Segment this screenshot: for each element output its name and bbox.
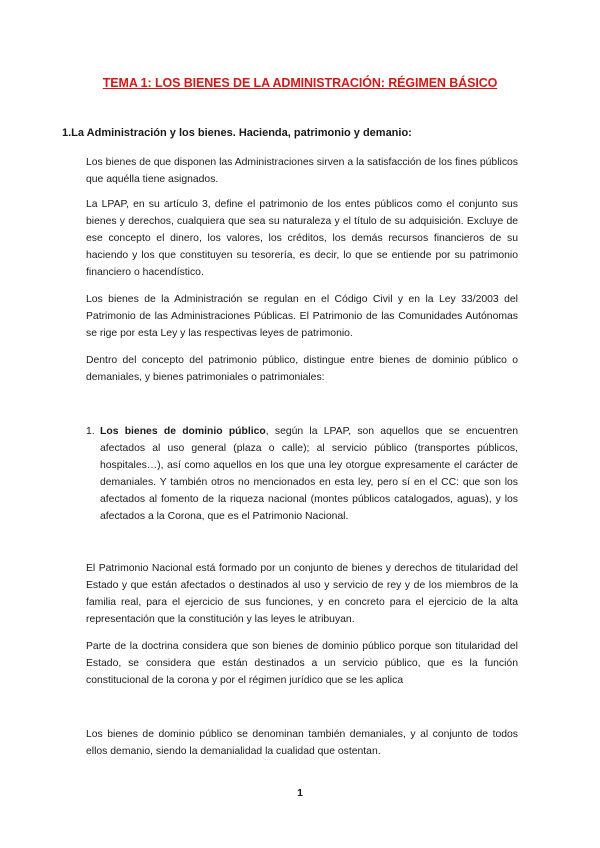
list-item-text: , según la LPAP, son aquellos que se encuentren afectados al uso general (plaza o calle); al servicio público (transportes públicos, hospitales…), así como aquellos en los que una ley otorgue expresamente el carácter de demaniales. Y también otros no mencionados en esta ley, pero sí en el CC: que son los afectados al fomento de la riqueza nacional (montes públicos catalogados, aguas), y los afectados a la Corona, que es el Patrimonio Nacional. <box>100 426 518 522</box>
paragraph-3: Los bienes de la Administración se regulan en el Código Civil y en la Ley 33/2003 del Patrimonio de las Administraciones Públicas. El Patrimonio de las Comunidades Autónomas se rige por esta Ley y las respectivas leyes de patrimonio. <box>86 294 518 339</box>
section-heading: 1.La Administración y los bienes. Hacienda, patrimonio y demanio: <box>62 127 412 139</box>
paragraph-5: El Patrimonio Nacional está formado por un conjunto de bienes y derechos de titularidad del Estado y que están afectados o destinados al uso y servicio de rey y de los miembros de la familia real, para el ejercicio de sus funciones, y en concreto para el ejercicio de la alta representación que la constitución y las leyes le atribuyan. <box>86 563 518 625</box>
list-item-number: 1. <box>86 426 95 437</box>
paragraph-1: Los bienes de que disponen las Administraciones sirven a la satisfacción de los fines públicos que aquélla tiene asignados. <box>86 157 518 185</box>
paragraph-4: Dentro del concepto del patrimonio público, distingue entre bienes de dominio público o demaniales, y bienes patrimoniales o patrimoniales: <box>86 355 518 383</box>
paragraph-7: Los bienes de dominio público se denominan también demaniales, y al conjunto de todos ellos demanio, siendo la demanialidad la cualidad que ostentan. <box>86 729 518 757</box>
list-item <box>86 423 518 525</box>
list-item-bold-lead: Los bienes de dominio público <box>100 426 266 437</box>
page-title: TEMA 1: LOS BIENES DE LA ADMINISTRACIÓN: RÉGIMEN BÁSICO <box>102 76 498 90</box>
list-item-body <box>100 423 518 525</box>
page-number: 1 <box>297 787 303 799</box>
paragraph-2: La LPAP, en su artículo 3, define el patrimonio de los entes públicos como el conjunto sus bienes y derechos, cualquiera que sea su naturaleza y el título de su adquisición. Excluye de ese concepto el dinero, los valores, los créditos, los demás recursos financieros de su haciendo y los que constituyen su tesorería, es decir, lo que se entiende por su patrimonio financiero o hacendístico. <box>86 199 518 278</box>
paragraph-6: Parte de la doctrina considera que son bienes de dominio público porque son titularidad del Estado, se considera que están destinados a un servicio público, que es la función constitucional de la corona y por el régimen jurídico que se les aplica <box>86 641 518 686</box>
